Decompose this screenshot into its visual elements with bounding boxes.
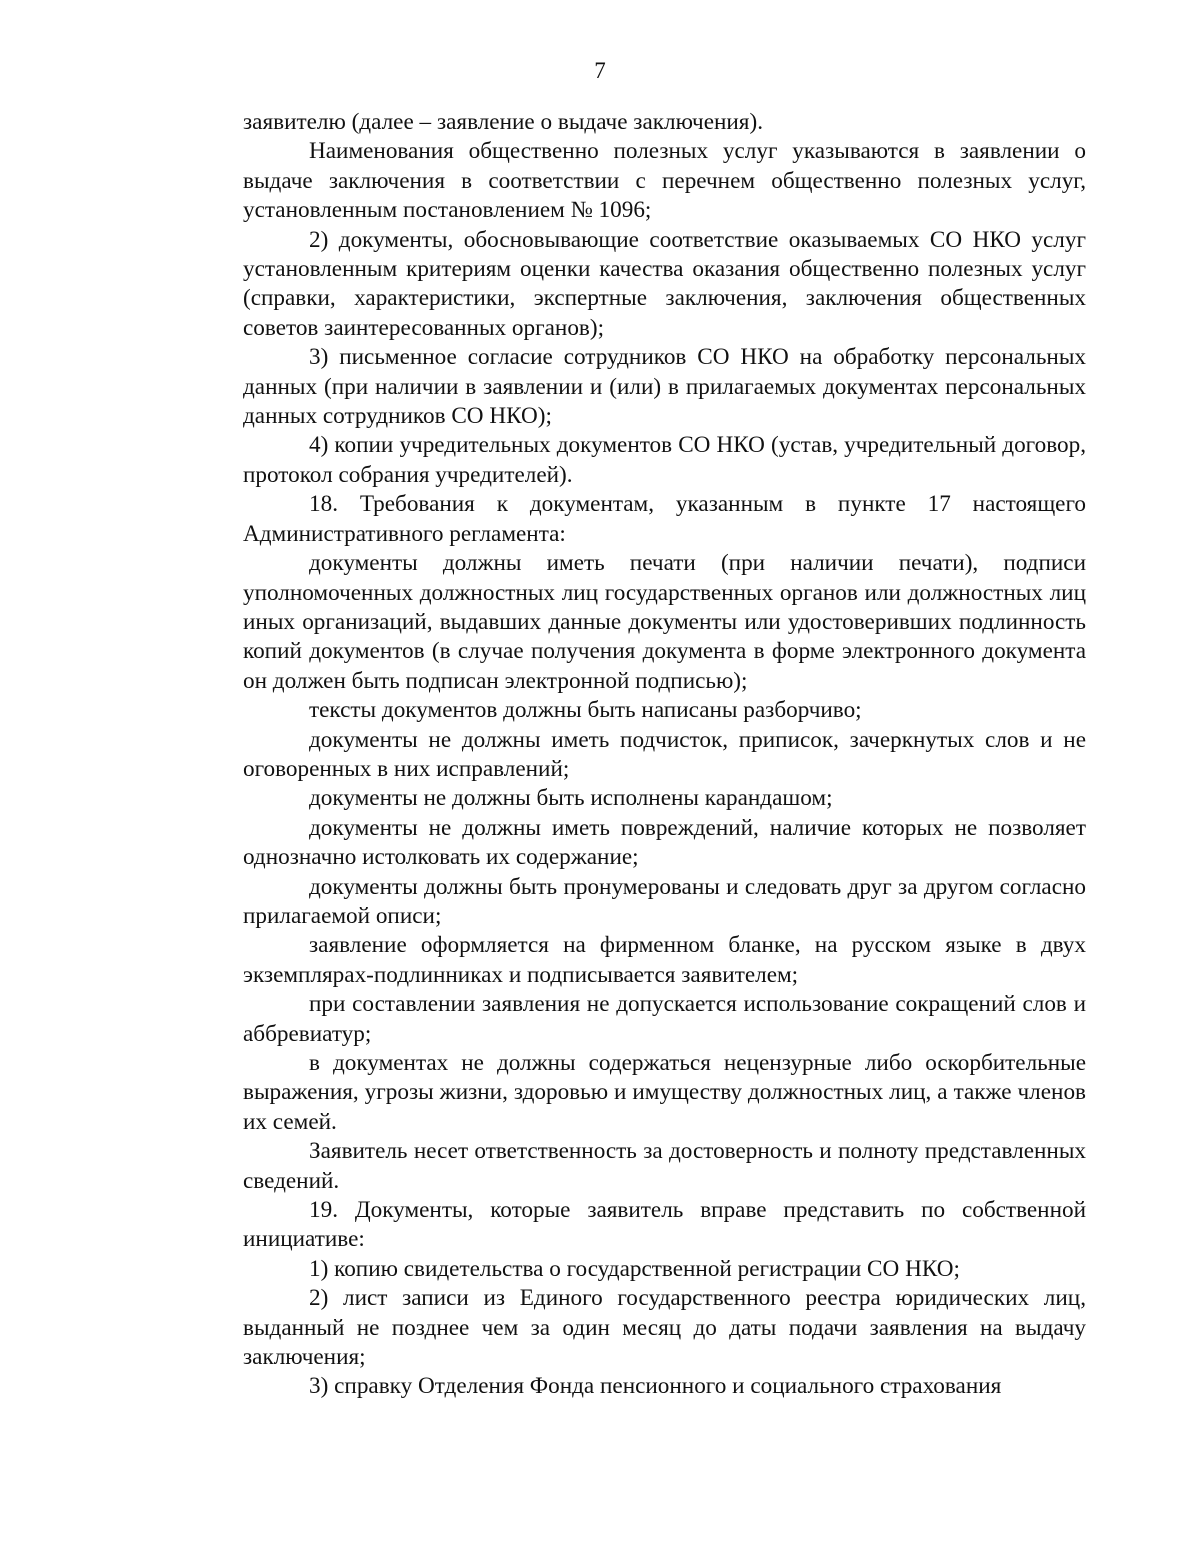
paragraph: заявителю (далее – заявление о выдаче заключения). [243,109,763,135]
paragraph: при составлении заявления не допускается использование сокращений слов и аббревиатур; [243,991,1086,1047]
paragraph: 3) письменное согласие сотрудников СО НКО на обработку персональных данных (при наличии в заявлении и (или) в прилагаемых документах персональных данных сотрудников СО НКО); [243,344,1086,430]
paragraph: документы должны быть пронумерованы и следовать друг за другом согласно прилагаемой описи; [243,873,1086,929]
paragraph: документы должны иметь печати (при наличии печати), подписи уполномоченных должностных лиц государственных органов или должностных лиц иных организаций, выдавших данные документы или удостоверивших подлинность копий документов (в случае получения документа в форме электронного документа он должен быть подписан электронной подписью); [243,550,1086,694]
paragraph: документы не должны иметь подчисток, приписок, зачеркнутых слов и не оговоренных в них исправлений; [243,726,1086,782]
paragraph: документы не должны иметь повреждений, наличие которых не позволяет однозначно истолковать их содержание; [243,814,1086,871]
paragraph: тексты документов должны быть написаны разборчиво; [309,697,862,724]
paragraph: 2) документы, обосновывающие соответствие оказываемых СО НКО услуг установленным критериям оценки качества оказания общественно полезных услуг (справки, характеристики, экспертные заключения, заключения общественных советов заинтересованных органов); [243,226,1086,341]
page-number: 7 [594,58,606,83]
paragraph: 18. Требования к документам, указанным в пункте 17 настоящего Административного регламента: [243,491,1086,547]
paragraph: документы не должны быть исполнены карандашом; [309,785,833,812]
paragraph: 1) копию свидетельства о государственной регистрации СО НКО; [309,1255,960,1282]
paragraph: 3) справку Отделения Фонда пенсионного и социального страхования [309,1373,1002,1400]
paragraph: заявление оформляется на фирменном бланке, на русском языке в двух экземплярах-подлинниках и подписывается заявителем; [243,932,1086,988]
document-body [243,108,1086,1402]
paragraph: Заявитель несет ответственность за достоверность и полноту представленных сведений. [243,1138,1086,1194]
paragraph: 4) копии учредительных документов СО НКО (устав, учредительный договор, протокол собрания учредителей). [243,432,1086,488]
paragraph: Наименования общественно полезных услуг указываются в заявлении о выдаче заключения в соответствии с перечнем общественно полезных услуг, установленным постановлением № 1096; [243,138,1086,224]
paragraph: 2) лист записи из Единого государственного реестра юридических лиц, выданный не позднее чем за один месяц до даты подачи заявления на выдачу заключения; [243,1285,1086,1371]
paragraph: в документах не должны содержаться нецензурные либо оскорбительные выражения, угрозы жизни, здоровью и имуществу должностных лиц, а также членов их семей. [243,1050,1086,1135]
paragraph: 19. Документы, которые заявитель вправе представить по собственной инициативе: [243,1197,1086,1253]
